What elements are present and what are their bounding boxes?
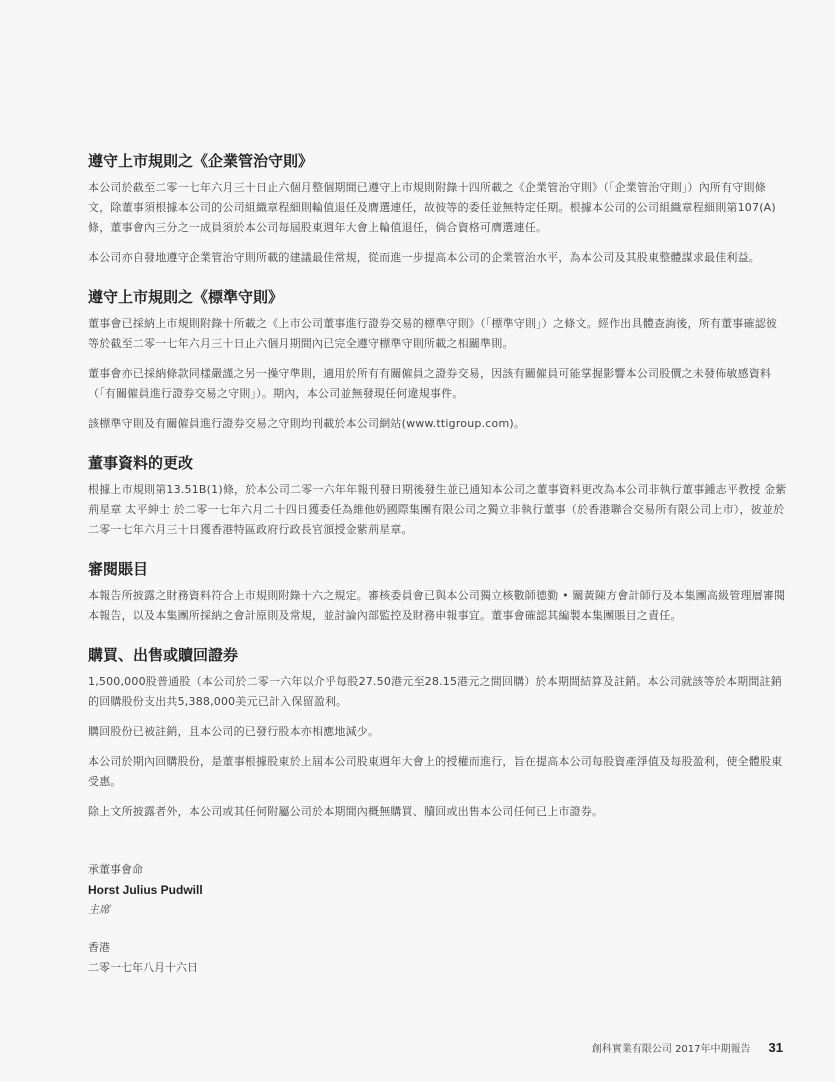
section-title: 購買、出售或贖回證券 [88, 646, 239, 664]
section-cg-code [88, 150, 788, 268]
signoff-place: 香港 [88, 941, 110, 954]
paragraph: 購回股份已被註銷，且本公司的已發行股本亦相應地減少。 [88, 725, 380, 738]
section-title: 遵守上市規則之《企業管治守則》 [88, 152, 314, 170]
main-content [88, 150, 788, 840]
paragraph: 本公司於截至二零一七年六月三十日止六個月整個期間已遵守上市規則附錄十四所載之《企業管治守則》（「企業管治守則」）內所有守則條文，除董事須根據本公司的公司組織章程細則輪值退任及膺選連任，故彼等的委任並無特定任期。根據本公司的公司組織章程細則第107(A)條，董事會內三分之一成員須於本公司每屆股東週年大會上輪值退任，倘合資格可膺選連任。 [88, 181, 776, 234]
signoff-role: 主席 [88, 903, 110, 916]
footer-company: 創科實業有限公司 2017年中期報告 [591, 1044, 751, 1055]
section-review-accounts [88, 558, 788, 626]
section-title: 董事資料的更改 [88, 454, 194, 472]
paragraph: 董事會亦已採納條款同樣嚴謹之另一操守準則，適用於所有有關僱員之證券交易，因該有關僱員可能掌握影響本公司股價之未發佈敏感資料（「有關僱員進行證券交易之守則」）。期內，本公司並無發現任何違規事件。 [88, 367, 772, 400]
paragraph: 本報告所披露之財務資料符合上市規則附錄十六之規定。審核委員會已與本公司獨立核數師德勤 • 關黃陳方會計師行及本集團高級管理層審閱本報告，以及本集團所採納之會計原則及常規，並討論內部監控及財務申報事宜。董事會確認其編製本集團賬目之責任。 [88, 589, 786, 622]
paragraph: 本公司亦自發地遵守企業管治守則所載的建議最佳常規，從而進一步提高本公司的企業管治水平，為本公司及其股東整體謀求最佳利益。 [88, 251, 760, 264]
section-securities [88, 644, 788, 822]
paragraph: 董事會已採納上市規則附錄十所載之《上市公司董事進行證券交易的標準守則》（「標準守則」）之條文。經作出具體查詢後，所有董事確認彼等於截至二零一七年六月三十日止六個月期間內已完全遵守標準守則所載之相關準則。 [88, 317, 778, 350]
section-model-code [88, 286, 788, 434]
section-director-info [88, 452, 788, 540]
signoff-date: 二零一七年八月十六日 [88, 961, 198, 974]
paragraph: 該標準守則及有關僱員進行證券交易之守則均刊載於本公司網站(www.ttigroup.com)。 [88, 417, 526, 430]
paragraph: 根據上市規則第13.51B(1)條，於本公司二零一六年年報刊發日期後發生並已通知本公司之董事資料更改為本公司非執行董事鍾志平教授 金紫荊星章 太平紳士 於二零一七年六月二十四日獲委任為維他奶國際集團有限公司之獨立非執行董事（於香港聯合交易所有限公司上市），彼並於二零一七年六月三十日獲香港特區政府行政長官頒授金紫荊星章。 [88, 483, 787, 536]
page-number: 31 [768, 1040, 783, 1055]
signoff-name: Horst Julius Pudwill [88, 883, 203, 897]
paragraph: 1,500,000股普通股（本公司於二零一六年以介乎每股27.50港元至28.15港元之間回購）於本期間結算及註銷。本公司就該等於本期間註銷的回購股份支出共5,388,000美元已計入保留盈利。 [88, 675, 782, 708]
section-title: 審閱賬目 [88, 560, 149, 578]
section-title: 遵守上市規則之《標準守則》 [88, 288, 284, 306]
paragraph: 除上文所披露者外，本公司或其任何附屬公司於本期間內概無購買、贖回或出售本公司任何已上市證券。 [88, 805, 604, 818]
signoff-order: 承董事會命 [88, 863, 143, 876]
signoff [88, 860, 488, 978]
page-footer [592, 1040, 783, 1055]
paragraph: 本公司於期內回購股份，是董事根據股東於上屆本公司股東週年大會上的授權而進行，旨在提高本公司每股資產淨值及每股盈利，使全體股東受惠。 [88, 755, 783, 788]
